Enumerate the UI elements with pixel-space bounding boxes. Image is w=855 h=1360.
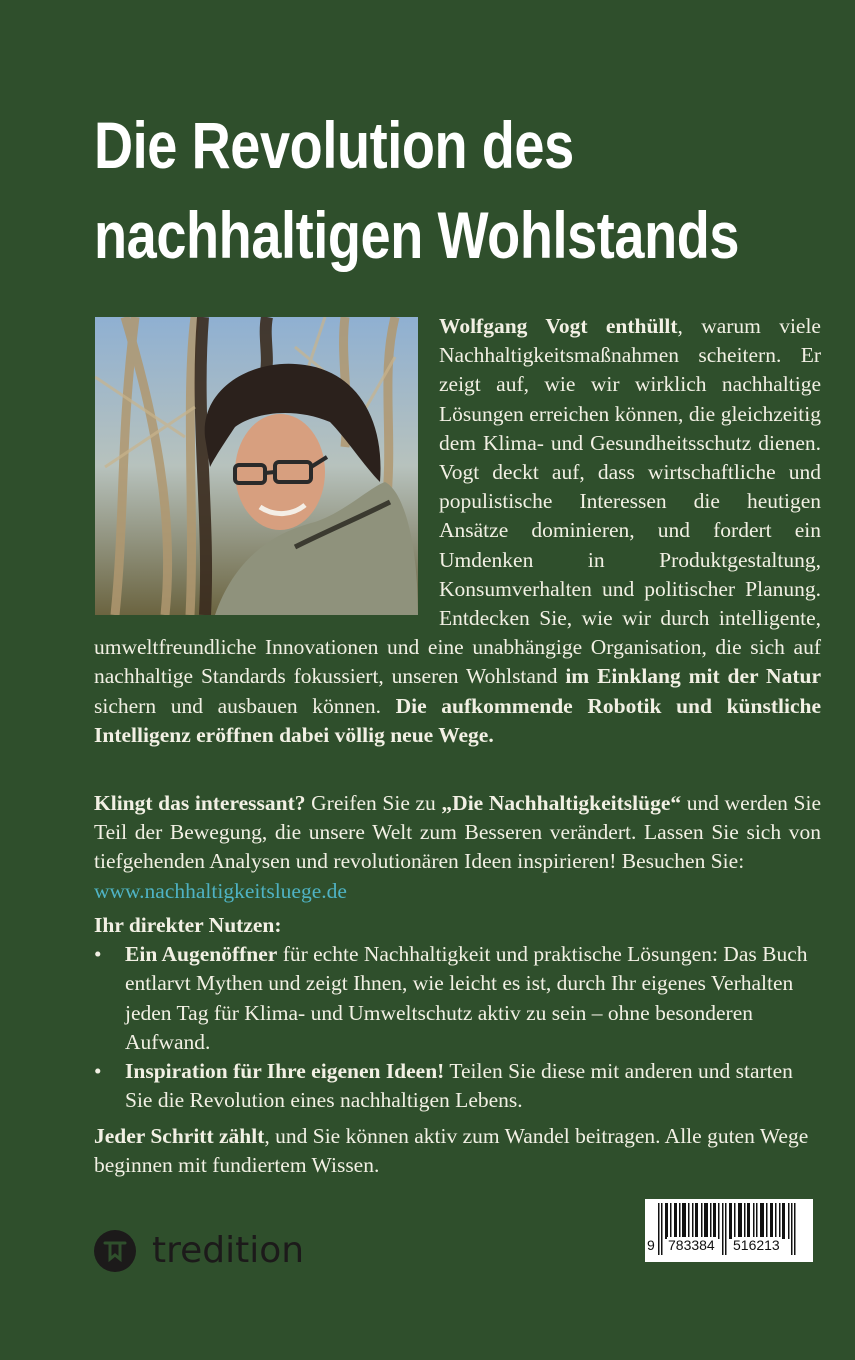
isbn-digits	[645, 1237, 813, 1257]
benefit-bold: Inspiration für Ihre eigenen Ideen!	[125, 1059, 445, 1084]
intro-bold-2: Die aufkommende Robotik und künstliche Intelligenz eröffnen dabei völlig neue Wege.	[94, 693, 821, 747]
publisher-name: tredition	[152, 1230, 305, 1271]
intro-bold-1: im Einklang mit der Natur	[565, 664, 821, 689]
isbn-group-1: 783384	[668, 1237, 715, 1253]
isbn-group-2: 516213	[733, 1237, 780, 1253]
benefits-heading: Ihr direkter Nutzen:	[94, 913, 282, 937]
isbn-barcode	[645, 1199, 813, 1262]
benefits-list	[94, 940, 824, 1115]
bullet-icon: •	[94, 942, 102, 967]
list-item	[94, 1057, 824, 1115]
author-lead: Wolfgang Vogt enthüllt	[439, 314, 678, 338]
benefits-section	[94, 911, 824, 1115]
closing-text: , und Sie können aktiv zum Wandel beitragen. Alle guten Wege beginnen mit fundiertem Wissen.	[94, 1124, 809, 1178]
bullet-icon: •	[94, 1059, 102, 1084]
closing-paragraph	[94, 1122, 824, 1180]
tredition-logo-icon	[94, 1230, 136, 1272]
benefit-bold: Ein Augenöffner	[125, 942, 278, 967]
cta-text-2: und werden Sie Teil der Bewegung, die unsere Welt zum Besseren verändert. Lassen Sie sich von tiefgehenden Analysen und revolutionären Ideen inspirieren! Besuchen Sie:	[94, 791, 822, 874]
title-line-1: Die Revolution des	[94, 108, 574, 182]
closing-bold: Jeder Schritt zählt	[94, 1124, 265, 1148]
intro-text-1: , warum viele Nachhaltigkeitsmaßnahmen scheitern. Er zeigt auf, wie wir wirklich nachhaltige Lösungen erreichen können, die gleichzeitig dem Klima- und Gesundheitsschutz dienen. Vogt deckt auf, dass wirtschaftliche und populistische Interessen die heutigen Ansätze dominieren, und fordert ein Umdenken in Produktgestaltung, Konsumverhalten und politischer Planung. Entdecken Sie, wie wir durch intelligente, umweltfreundliche Innovationen und eine unabhängige Organisation, die sich auf nachhaltige Standards fokussiert, unseren Wohlstand	[94, 314, 821, 689]
intro-text-2: sichern und ausbauen können.	[94, 693, 396, 718]
benefit-text: für echte Nachhaltigkeit und praktische Lösungen: Das Buch entlarvt Mythen und zeigt Ihnen, wie leicht es ist, durch Ihr eigenes Verhalten jeden Tag für Klima- und Umweltschutz aktiv zu sein – ohne besonderen Aufwand.	[125, 942, 808, 1054]
isbn-prefix: 9	[647, 1237, 655, 1253]
list-item	[94, 940, 824, 1057]
call-to-action-paragraph	[94, 789, 821, 906]
cta-book-title: „Die Nachhaltigkeitslüge“	[441, 791, 682, 815]
cta-text-1: Greifen Sie zu	[305, 791, 442, 815]
intro-paragraph	[94, 312, 821, 750]
title-line-2: nachhaltigen Wohlstands	[94, 198, 740, 272]
book-title	[94, 100, 740, 280]
website-link[interactable]: www.nachhaltigkeitsluege.de	[94, 878, 347, 903]
publisher-logo	[94, 1229, 304, 1273]
cta-lead: Klingt das interessant?	[94, 791, 306, 815]
benefit-text: Teilen Sie diese mit anderen und starten Sie die Revolution eines nachhaltigen Lebens.	[125, 1059, 793, 1113]
